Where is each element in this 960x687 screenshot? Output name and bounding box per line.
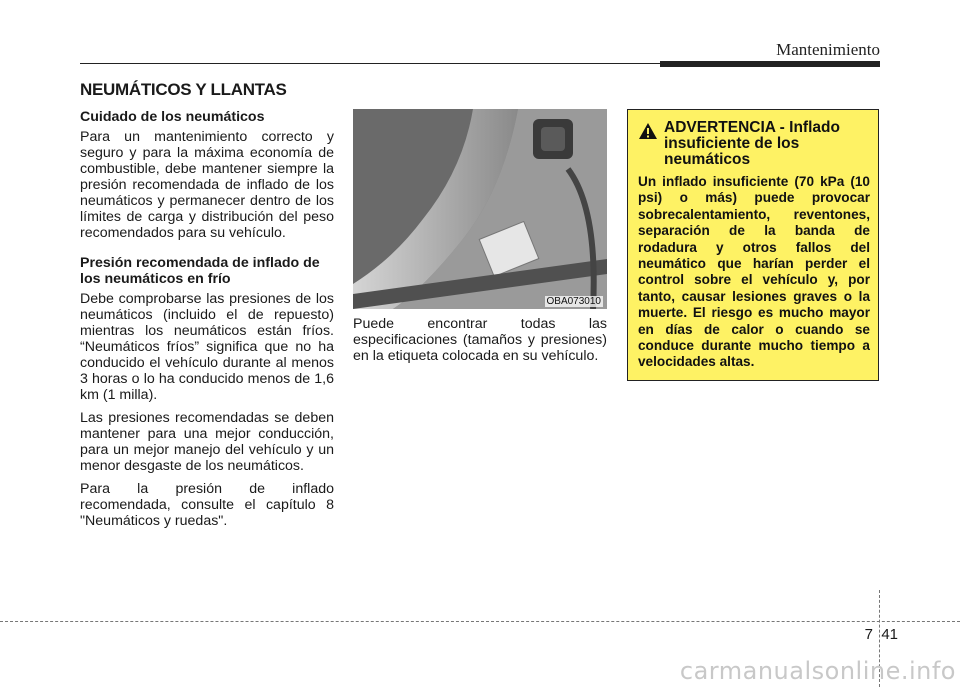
column-left: [80, 109, 334, 536]
footer-rule: [0, 621, 960, 622]
paragraph-tire-care: Para un mantenimiento correcto y seguro y para la máxima economía de combustible, debe mantener siempre la presión recomendada de inflado de los neumáticos y permanecer dentro de los límites de carga y distribución del peso recomendados para su vehículo.: [80, 129, 334, 241]
section-title: NEUMÁTICOS Y LLANTAS: [80, 80, 287, 99]
page-number: 41: [881, 626, 898, 643]
watermark: carmanualsonline.info: [679, 657, 956, 685]
tire-label-photo: [353, 109, 607, 309]
warning-title: ADVERTENCIA - Inflado insuficiente de los neumáticos: [664, 119, 840, 168]
subheading-tire-care: Cuidado de los neumáticos: [80, 109, 265, 125]
door-pillar-illustration: [353, 109, 607, 309]
paragraph-cold-pressure: Debe comprobarse las presiones de los neumáticos (incluido el de repuesto) mientras los neumáticos están fríos. “Neumáticos fríos” significa que no ha conducido el vehículo durante al menos 3 horas o lo ha conducido menos de 1,6 km (1 milla).: [80, 291, 334, 403]
header-title: Mantenimiento: [776, 40, 880, 59]
warning-body: Un inflado insuficiente (70 kPa (10 psi) o más) puede provocar sobrecalentamiento, reventones, separación de la banda de rodadura y otros fallos del neumático que harían perder el control sobre el vehículo y, por tanto, causar lesiones graves o la muerte. El riesgo es mucho mayor en días de calor o cuando se conduce durante mucho tiempo a velocidades altas.: [638, 174, 870, 370]
column-middle-text: Puede encontrar todas las especificaciones (tamaños y presiones) en la etiqueta colocada en su vehículo.: [353, 316, 607, 364]
warning-box: [627, 109, 879, 381]
warning-header: [638, 120, 870, 168]
paragraph-recommended-pressures: Las presiones recomendadas se deben mantener para una mejor conducción, para un mejor manejo del vehículo y un menor desgaste de los neumáticos.: [80, 410, 334, 474]
subheading-cold-pressure: Presión recomendada de inflado de los neumáticos en frío: [80, 255, 320, 287]
page-chapter: 7: [864, 626, 873, 643]
paragraph-see-chapter: Para la presión de inflado recomendada, consulte el capítulo 8 "Neumáticos y ruedas".: [80, 481, 334, 529]
figure-code: OBA073010: [546, 296, 601, 307]
warning-triangle-icon: [638, 122, 658, 140]
header-bar: [660, 61, 880, 67]
